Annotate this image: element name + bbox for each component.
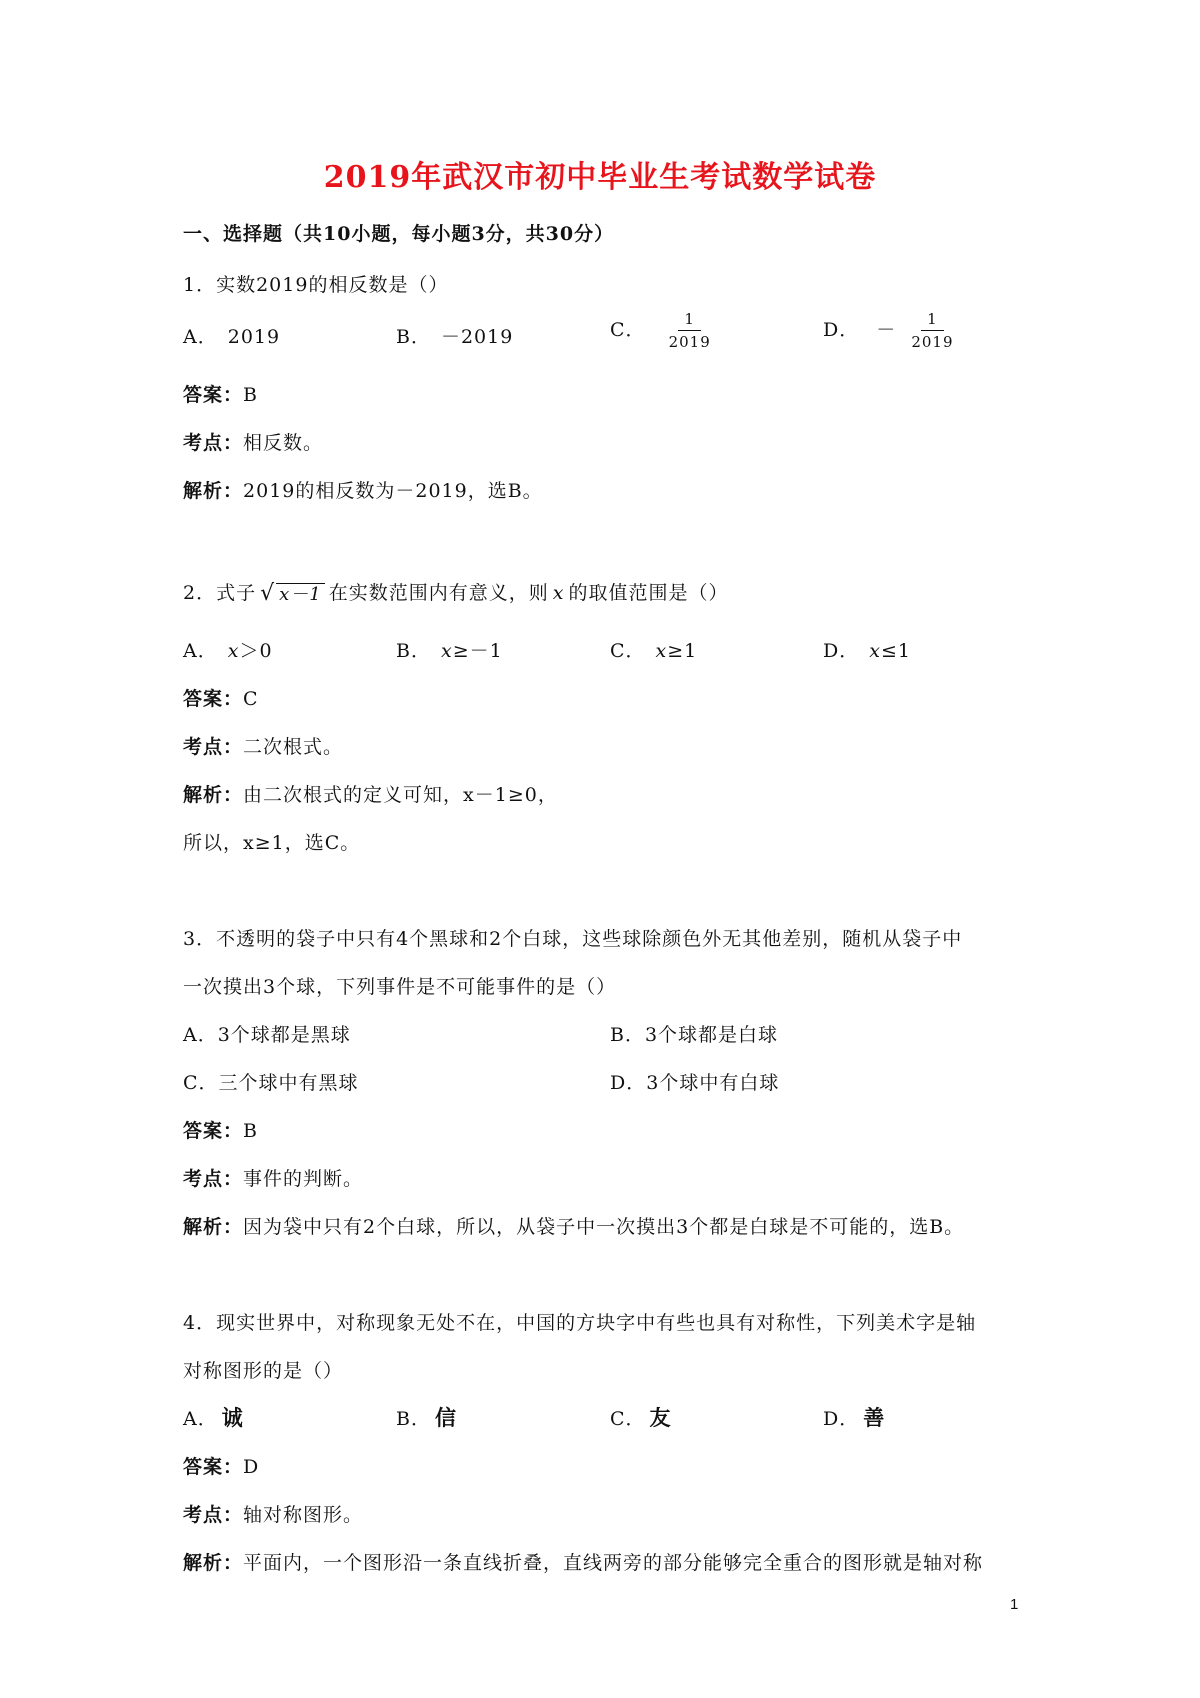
section-heading: 一、选择题（共10小题，每小题3分，共30分） <box>183 223 615 245</box>
option-key: A． <box>183 326 218 348</box>
q3-stem-line-2: 一次摸出3个球，下列事件是不可能事件的是（） <box>183 976 617 998</box>
document-title: 2019年武汉市初中毕业生考试数学试卷 <box>323 160 877 195</box>
variable: x <box>440 640 453 662</box>
q2-option-a <box>183 636 273 663</box>
variable: x <box>655 640 668 662</box>
analysis-value: 因为袋中只有2个白球，所以，从袋子中一次摸出3个都是白球是不可能的，选B。 <box>243 1216 965 1238</box>
fraction-numerator: 1 <box>678 310 701 331</box>
q2-option-d <box>823 636 911 663</box>
option-key: B． <box>396 640 431 662</box>
q1-option-b <box>396 322 513 349</box>
q2-stem <box>183 578 728 605</box>
q1-point <box>183 428 323 455</box>
q2-stem-suffix: 的取值范围是（） <box>568 582 729 604</box>
q3-stem-line-1: 3．不透明的袋子中只有4个黑球和2个白球，这些球除颜色外无其他差别，随机从袋子中 <box>183 928 963 950</box>
option-key: C． <box>610 1408 646 1430</box>
q2-analysis-continued: 所以，x≥1，选C。 <box>183 832 361 854</box>
q2-point <box>183 732 343 759</box>
point-label: 考点： <box>183 432 244 454</box>
q1-option-a <box>183 322 280 349</box>
q2-stem-middle: 在实数范围内有意义，则 <box>328 582 549 604</box>
answer-value: D <box>243 1456 260 1478</box>
option-value: 信 <box>434 1405 457 1430</box>
point-value: 轴对称图形。 <box>243 1504 364 1526</box>
point-value: 相反数。 <box>243 432 324 454</box>
q4-point <box>183 1500 363 1527</box>
q3-analysis <box>183 1212 964 1239</box>
q2-stem-prefix: 2．式子 <box>183 582 257 604</box>
answer-label: 答案： <box>183 1456 244 1478</box>
q4-stem-line-1: 4．现实世界中，对称现象无处不在，中国的方块字中有些也具有对称性，下列美术字是轴 <box>183 1312 977 1334</box>
q2-option-b <box>396 636 503 663</box>
q4-stem-line-2: 对称图形的是（） <box>183 1360 344 1382</box>
point-label: 考点： <box>183 1504 244 1526</box>
option-key: B． <box>396 1408 431 1430</box>
point-value: 二次根式。 <box>243 736 344 758</box>
option-value: ≥－1 <box>452 640 503 662</box>
option-key: D． <box>823 640 860 662</box>
q1-analysis <box>183 476 543 503</box>
variable: x <box>552 582 565 604</box>
q4-option-b <box>396 1402 457 1432</box>
q4-answer <box>183 1452 259 1479</box>
radical-sign: √ <box>260 580 276 606</box>
fraction-denominator: 2019 <box>911 333 954 351</box>
fraction <box>905 310 959 351</box>
q3-option-c: C．三个球中有黑球 <box>183 1072 359 1094</box>
analysis-value: 2019的相反数为－2019，选B。 <box>243 480 543 502</box>
option-value: 友 <box>649 1405 672 1430</box>
q4-option-a <box>183 1402 244 1432</box>
q3-answer <box>183 1116 258 1143</box>
variable: x <box>869 640 881 662</box>
option-value: 善 <box>863 1405 886 1430</box>
negative-sign: － <box>876 318 897 341</box>
q2-option-c <box>610 636 697 663</box>
q3-option-d: D．3个球中有白球 <box>610 1072 780 1094</box>
radicand: x－1 <box>276 583 325 606</box>
option-key: B． <box>396 326 431 348</box>
answer-label: 答案： <box>183 688 244 710</box>
q4-analysis <box>183 1548 983 1575</box>
option-value: ≥1 <box>667 640 698 662</box>
option-key: A． <box>183 1408 218 1430</box>
q1-option-d <box>823 310 960 351</box>
q4-option-d <box>823 1402 885 1432</box>
answer-value: C <box>243 688 259 710</box>
answer-value: B <box>243 384 258 406</box>
option-key: C． <box>610 640 646 662</box>
analysis-label: 解析： <box>183 1216 244 1238</box>
q3-option-b: B．3个球都是白球 <box>610 1024 779 1046</box>
q2-analysis <box>183 780 558 807</box>
analysis-label: 解析： <box>183 1552 244 1574</box>
point-label: 考点： <box>183 1168 244 1190</box>
option-value: ≤1 <box>880 640 911 662</box>
option-key: A． <box>183 640 218 662</box>
answer-value: B <box>243 1120 258 1142</box>
fraction-numerator: 1 <box>921 310 944 331</box>
analysis-label: 解析： <box>183 480 244 502</box>
square-root-expression <box>260 580 325 606</box>
option-key: D． <box>823 1408 860 1430</box>
point-label: 考点： <box>183 736 244 758</box>
analysis-value: 平面内，一个图形沿一条直线折叠，直线两旁的部分能够完全重合的图形就是轴对称 <box>243 1552 984 1574</box>
analysis-value: 由二次根式的定义可知，x－1≥0， <box>243 784 558 806</box>
option-key: D． <box>823 318 860 341</box>
option-key: C． <box>610 318 646 341</box>
q1-stem: 1．实数2019的相反数是（） <box>183 274 449 296</box>
answer-label: 答案： <box>183 384 244 406</box>
q1-answer <box>183 380 258 407</box>
answer-label: 答案： <box>183 1120 244 1142</box>
analysis-label: 解析： <box>183 784 244 806</box>
variable: x <box>227 640 240 662</box>
option-value: －2019 <box>440 326 514 348</box>
q3-option-a: A．3个球都是黑球 <box>183 1024 351 1046</box>
point-value: 事件的判断。 <box>243 1168 364 1190</box>
fraction <box>663 310 717 351</box>
q1-option-c <box>610 310 717 351</box>
q4-option-c <box>610 1402 672 1432</box>
option-value: 诚 <box>221 1405 244 1430</box>
q2-answer <box>183 684 259 711</box>
option-value: ＞0 <box>239 640 273 662</box>
fraction-denominator: 2019 <box>668 333 711 351</box>
option-value: 2019 <box>227 326 281 348</box>
page-number: 1 <box>1010 1596 1019 1613</box>
q3-point <box>183 1164 363 1191</box>
